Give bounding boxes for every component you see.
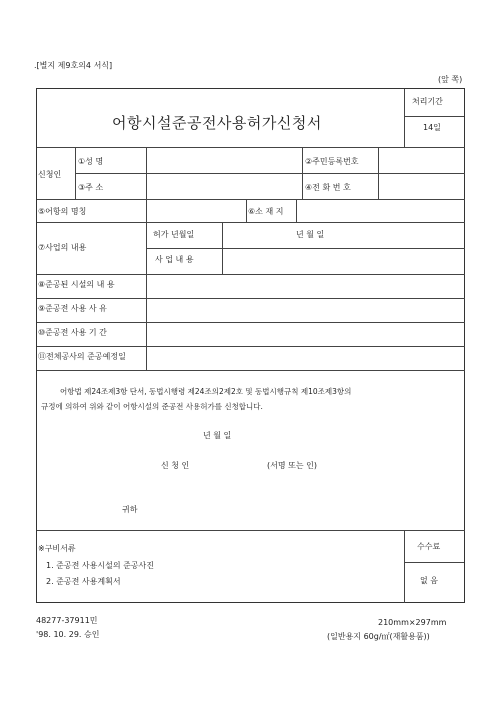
paper-size: 210mm×297mm: [378, 618, 447, 627]
divider: [404, 116, 464, 117]
permit-date-label: 허가 년월일: [153, 230, 195, 239]
scheduled-completion-label: ⑪전체공사의 준공예정일: [38, 352, 126, 361]
divider: [404, 562, 464, 563]
form-title: 어항시설준공전사용허가신청서: [112, 114, 322, 132]
processing-period-value: 14일: [423, 123, 441, 132]
divider: [37, 147, 465, 148]
processing-period-label: 처리기간: [412, 97, 443, 106]
project-content-label: ⑦사업의 내용: [38, 243, 87, 252]
project-description-label: 사 업 내 용: [155, 255, 194, 264]
statement-line-1: 어항법 제24조제3항 단서, 동법시행령 제24조의2제2호 및 동법시행규칙 제10조제3항의: [60, 387, 352, 396]
divider: [146, 199, 147, 222]
divider: [37, 530, 465, 531]
divider: [37, 370, 465, 371]
divider: [404, 530, 405, 603]
applicant-signature-label: 신 청 인: [161, 461, 190, 470]
location-label: ⑥소 재 지: [248, 207, 284, 216]
divider: [302, 147, 303, 199]
divider: [37, 222, 465, 223]
divider: [246, 199, 247, 222]
divider: [296, 199, 297, 222]
signature-hint: (서명 또는 인): [267, 461, 317, 470]
use-reason-label: ⑨준공전 사용 사 유: [38, 304, 107, 313]
completed-facility-label: ⑧준공된 시설의 내 용: [38, 280, 115, 289]
fee-value: 없 음: [420, 576, 438, 585]
applicant-section-label: 신청인: [38, 170, 62, 179]
divider: [37, 199, 465, 200]
divider: [378, 147, 379, 199]
phone-label: ④전 화 번 호: [305, 183, 351, 192]
required-document-item: 1. 준공전 사용시설의 준공사진: [46, 561, 154, 570]
addressee: 귀하: [122, 505, 138, 514]
divider: [37, 298, 465, 299]
harbor-name-label: ⑤어항의 명칭: [38, 207, 87, 216]
resident-number-label: ②주민등록번호: [305, 157, 359, 166]
divider: [37, 322, 465, 323]
use-period-label: ⑩준공전 사용 기 간: [38, 328, 107, 337]
divider: [37, 274, 465, 275]
statement-line-2: 규정에 의하여 위와 같이 어항시설의 준공전 사용허가를 신청합니다.: [41, 402, 263, 411]
required-documents-title: ※구비서류: [38, 544, 76, 553]
divider: [404, 89, 405, 147]
paper-spec: (일반용지 60g/㎡(재활용품)): [327, 632, 430, 641]
fee-label: 수수료: [417, 542, 441, 551]
application-date: 년 월 일: [203, 431, 232, 440]
required-document-item: 2. 준공전 사용계획서: [46, 577, 121, 586]
divider: [146, 147, 147, 199]
address-label: ③주 소: [78, 183, 104, 192]
divider: [75, 173, 465, 174]
divider: [37, 346, 465, 347]
form-code: 48277-37911민: [36, 616, 98, 625]
permit-date-value: 년 월 일: [296, 230, 325, 239]
name-label: ①성 명: [78, 157, 104, 166]
page-side-label: (앞 쪽): [438, 75, 463, 84]
divider: [146, 248, 465, 249]
form-reference: .[별지 제9호의4 서식]: [34, 61, 113, 70]
approval-date: '98. 10. 29. 승인: [36, 630, 100, 639]
